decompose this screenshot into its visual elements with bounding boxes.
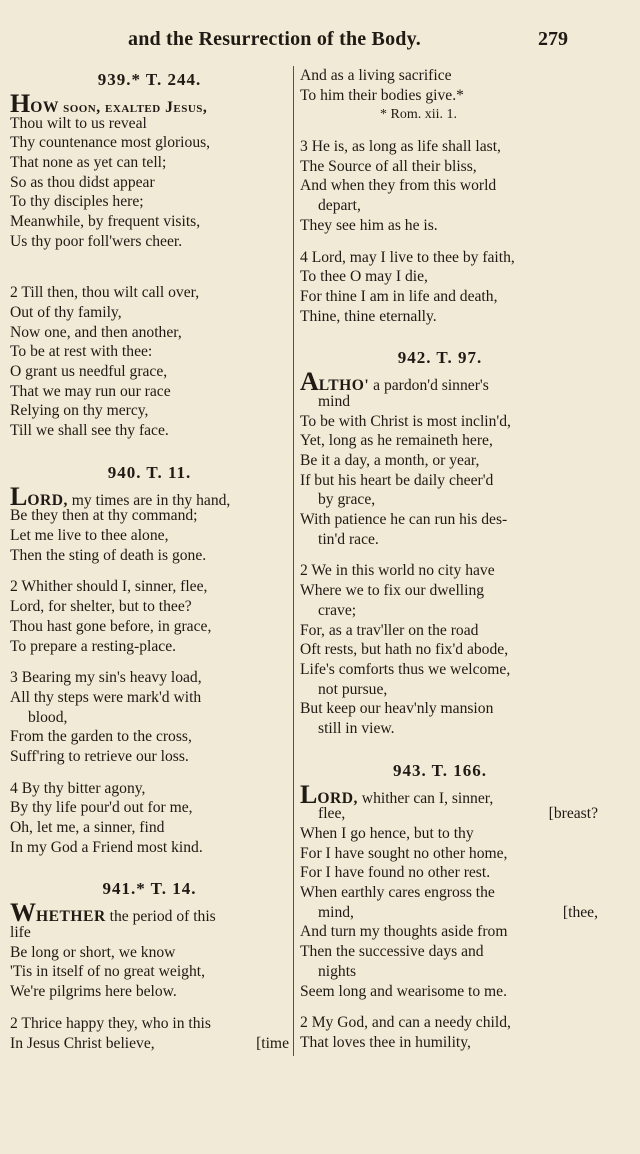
verse-line-text: mind, (318, 903, 354, 921)
verse-line (300, 804, 598, 824)
first-line-text: my times are in thy hand, (67, 491, 231, 509)
hymn-942-first-line (300, 367, 580, 397)
verse-line: When I go hence, but to thy (300, 825, 474, 842)
page-header (0, 26, 640, 58)
verse-line: Thou wilt to us reveal (10, 114, 147, 132)
verse-line: All thy steps were mark'd with (10, 688, 202, 706)
verse-line (300, 903, 598, 923)
verse-line: If but his heart be daily cheer'd (300, 471, 494, 489)
verse-line-text: In Jesus Christ believe, (10, 1034, 155, 1052)
first-word: HETHER (36, 908, 106, 926)
verse-line: Then the sting of death is gone. (10, 546, 207, 564)
verse-line: To be with Christ is most inclin'd, (300, 412, 511, 430)
verse-line: not pursue, (318, 680, 388, 698)
verse-line: But keep our heav'nly mansion (300, 700, 494, 718)
verse-line: still in view. (318, 719, 395, 737)
verse-line (10, 1034, 289, 1054)
hymn-941-heading: 941.* T. 14. (102, 879, 197, 899)
hymn-943-heading: 943. T. 166. (392, 760, 488, 780)
verse-line: Let me live to thee alone, (10, 527, 169, 545)
verse-line: To prepare a resting-place. (10, 637, 177, 655)
verse-line: From the garden to the cross, (10, 728, 192, 746)
hymn-939-heading: 939.* T. 244. (97, 70, 202, 89)
first-word: ORD, (317, 789, 358, 807)
carry-over-word: [breast? (548, 805, 598, 823)
verse-line: 2 Whither should I, sinner, flee, (10, 578, 208, 596)
verse-line: Suff'ring to retrieve our loss. (10, 747, 189, 765)
verse-line: Thou hast gone before, in grace, (10, 617, 212, 635)
verse-line: Yet, long as he remaineth here, (300, 432, 493, 450)
verse-line: Life's comforts thus we welcome, (300, 660, 511, 678)
verse-line: by grace, (318, 491, 376, 509)
verse-line: That none as yet can tell; (10, 154, 167, 172)
verse-line: For I have sought no other home, (300, 844, 508, 862)
verse-line: For, as a trav'ller on the road (300, 621, 479, 639)
verse-line: Be long or short, we know (10, 943, 176, 961)
verse-line: blood, (28, 708, 68, 726)
verse-line: That we may run our race (10, 382, 171, 400)
first-line-text: OW soon, exalted Jesus, (30, 99, 208, 116)
verse-line: Where we to fix our dwelling (300, 582, 485, 600)
hymn-941-first-line (10, 898, 289, 928)
carry-over-word: [thee, (562, 903, 598, 921)
verse-line: nights (318, 962, 357, 980)
drop-cap: L (10, 481, 28, 511)
verse-line: And as a living sacrifice (300, 67, 452, 84)
first-line-text: the period of this (105, 908, 216, 926)
drop-cap: L (300, 779, 318, 809)
drop-cap: A (300, 367, 319, 397)
verse-line: To thy disciples here; (10, 193, 144, 211)
running-title: and the Resurrection of the Body. (128, 28, 421, 50)
verse-line: With patience he can run his des- (300, 511, 508, 529)
verse-line: 4 By thy bitter agony, (10, 779, 146, 797)
verse-line: In my God a Friend most kind. (10, 838, 203, 856)
verse-line: By thy life pour'd out for me, (10, 799, 193, 817)
verse-line: life (10, 924, 31, 942)
verse-line: Be they then at thy command; (10, 507, 198, 525)
verse-line: depart, (318, 197, 361, 215)
first-word: LTHO' (318, 377, 370, 395)
verse-line: Relying on thy mercy, (10, 402, 149, 420)
first-line-text: a pardon'd sinner's (369, 377, 489, 395)
hymn-940-first-line (10, 481, 289, 511)
verse-line: Us thy poor foll'wers cheer. (10, 232, 183, 250)
verse-line: Seem long and wearisome to me. (300, 982, 507, 1000)
verse-line: Be it a day, a month, or year, (300, 452, 480, 469)
verse-line: Oh, let me, a sinner, find (10, 819, 165, 836)
first-word: ORD, (27, 491, 68, 509)
verse-line: Then the successive days and (300, 943, 484, 961)
verse-line: 2 Till then, thou wilt call over, (10, 284, 200, 302)
carry-over-word: [time (256, 1034, 289, 1052)
verse-line: Thine, thine eternally. (300, 307, 437, 325)
verse-line: To thee O may I die, (300, 268, 428, 286)
verse-line: Oft rests, but hath no fix'd abode, (300, 641, 509, 659)
verse-line: That loves thee in humility, (300, 1033, 471, 1051)
verse-line: Lord, for shelter, but to thee? (10, 598, 192, 616)
verse-line: 2 Thrice happy they, who in this (10, 1014, 211, 1032)
verse-line-text: flee, (318, 805, 346, 823)
verse-line: We're pilgrims here below. (10, 983, 177, 1001)
left-column (10, 66, 289, 1053)
verse-line (10, 252, 289, 272)
hymn-943-first-line (300, 779, 580, 809)
verse-line: crave; (318, 601, 357, 619)
verse-line: And when they from this world (300, 177, 497, 195)
hymn-942-heading: 942. T. 97. (397, 348, 483, 368)
footnote: * Rom. xii. 1. (380, 107, 458, 123)
drop-cap: H (10, 89, 31, 118)
verse-line: Now one, and then another, (10, 323, 182, 341)
page-number: 279 (538, 28, 568, 50)
verse-line: For thine I am in life and death, (300, 287, 498, 305)
drop-cap: W (10, 898, 36, 928)
verse-line: 3 Bearing my sin's heavy load, (10, 669, 202, 687)
verse-line: When earthly cares engross the (300, 884, 495, 902)
column-divider (293, 66, 294, 1056)
verse-line: Till we shall see thy face. (10, 422, 169, 439)
verse-line: mind (318, 392, 351, 410)
right-column (300, 66, 598, 1053)
verse-line: 2 My God, and can a needy child, (300, 1014, 511, 1032)
verse-line: The Source of all their bliss, (300, 157, 477, 175)
verse-line: 2 We in this world no city have (300, 562, 495, 580)
hymn-939-first-line (10, 89, 289, 118)
first-line-text: whither can I, sinner, (357, 789, 494, 807)
verse-line: They see him as he is. (300, 216, 438, 234)
verse-line: Thy countenance most glorious, (10, 134, 211, 152)
hymn-940-heading: 940. T. 11. (107, 462, 192, 482)
verse-line: 4 Lord, may I live to thee by faith, (300, 248, 515, 266)
verse-line: For I have found no other rest. (300, 864, 491, 882)
verse-line: tin'd race. (318, 530, 379, 548)
verse-line: Meanwhile, by frequent visits, (10, 213, 201, 231)
verse-line: To him their bodies give.* (300, 86, 464, 104)
verse-line: Out of thy family, (10, 303, 122, 321)
verse-line: 'Tis in itself of no great weight, (10, 963, 205, 981)
verse-line: O grant us needful grace, (10, 362, 168, 380)
verse-line: 3 He is, as long as life shall last, (300, 138, 501, 156)
verse-line: So as thou didst appear (10, 173, 155, 191)
verse-line: To be at rest with thee: (10, 343, 153, 361)
verse-line: And turn my thoughts aside from (300, 923, 508, 941)
